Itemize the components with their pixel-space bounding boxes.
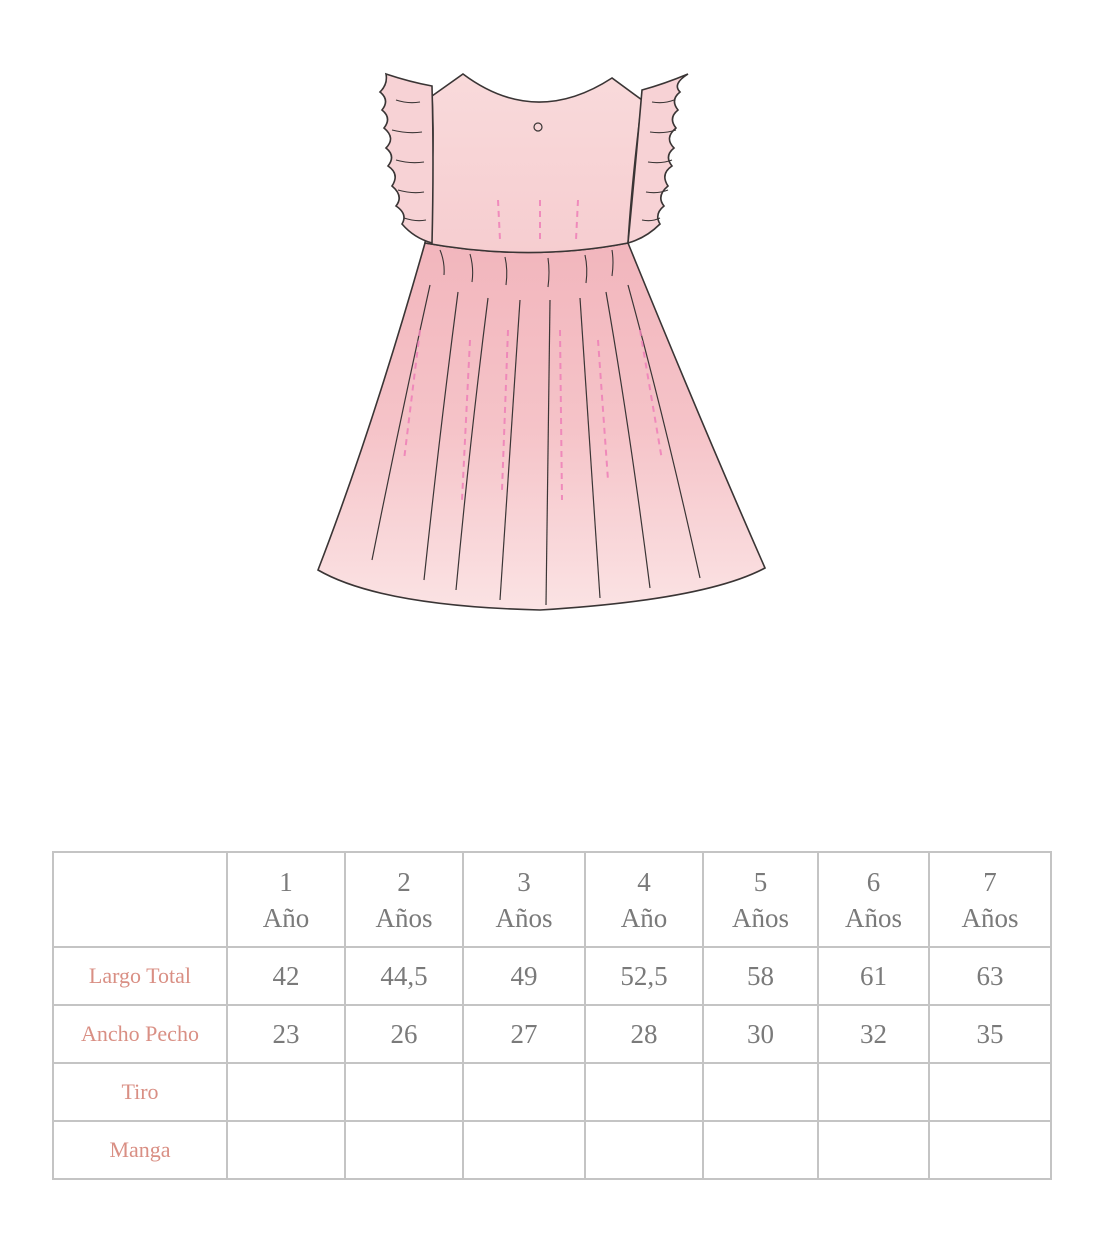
measurement-cell [585,1063,703,1121]
measurement-cell [818,1121,929,1179]
size-header-cell: 3 Años [463,852,585,947]
measurement-cell [818,1063,929,1121]
row-label: Ancho Pecho [53,1005,227,1063]
measurement-cell: 35 [929,1005,1051,1063]
size-header-cell: 7 Años [929,852,1051,947]
measurement-cell: 52,5 [585,947,703,1005]
size-header-cell: 6 Años [818,852,929,947]
measurement-cell: 49 [463,947,585,1005]
measurement-cell: 27 [463,1005,585,1063]
measurement-cell: 58 [703,947,818,1005]
measurement-cell: 63 [929,947,1051,1005]
measurement-cell [227,1121,345,1179]
measurement-cell [703,1063,818,1121]
measurement-cell [345,1063,463,1121]
measurement-cell [227,1063,345,1121]
row-label: Tiro [53,1063,227,1121]
measurement-cell: 61 [818,947,929,1005]
measurement-cell: 32 [818,1005,929,1063]
row-label: Largo Total [53,947,227,1005]
measurement-cell: 26 [345,1005,463,1063]
dress-bodice [425,74,642,253]
measurement-cell: 28 [585,1005,703,1063]
size-header-cell: 2 Años [345,852,463,947]
measurement-cell: 30 [703,1005,818,1063]
dress-skirt [318,243,765,610]
measurement-cell [703,1121,818,1179]
measurement-cell: 44,5 [345,947,463,1005]
measurement-cell: 42 [227,947,345,1005]
size-header-cell: 4 Año [585,852,703,947]
measurement-cell [345,1121,463,1179]
measurement-cell: 23 [227,1005,345,1063]
row-ancho-pecho [53,1005,1051,1063]
size-header-cell: 5 Años [703,852,818,947]
row-tiro [53,1063,1051,1121]
measurement-cell [929,1063,1051,1121]
measurement-cell [585,1121,703,1179]
measurement-cell [929,1121,1051,1179]
row-manga [53,1121,1051,1179]
size-chart-table [52,851,1052,1180]
left-ruffle [380,74,433,243]
row-label: Manga [53,1121,227,1179]
measurement-cell [463,1063,585,1121]
row-largo-total [53,947,1051,1005]
measurement-cell [463,1121,585,1179]
dress-illustration [300,60,800,630]
size-header-cell: 1 Año [227,852,345,947]
header-corner-cell [53,852,227,947]
size-header-row [53,852,1051,947]
